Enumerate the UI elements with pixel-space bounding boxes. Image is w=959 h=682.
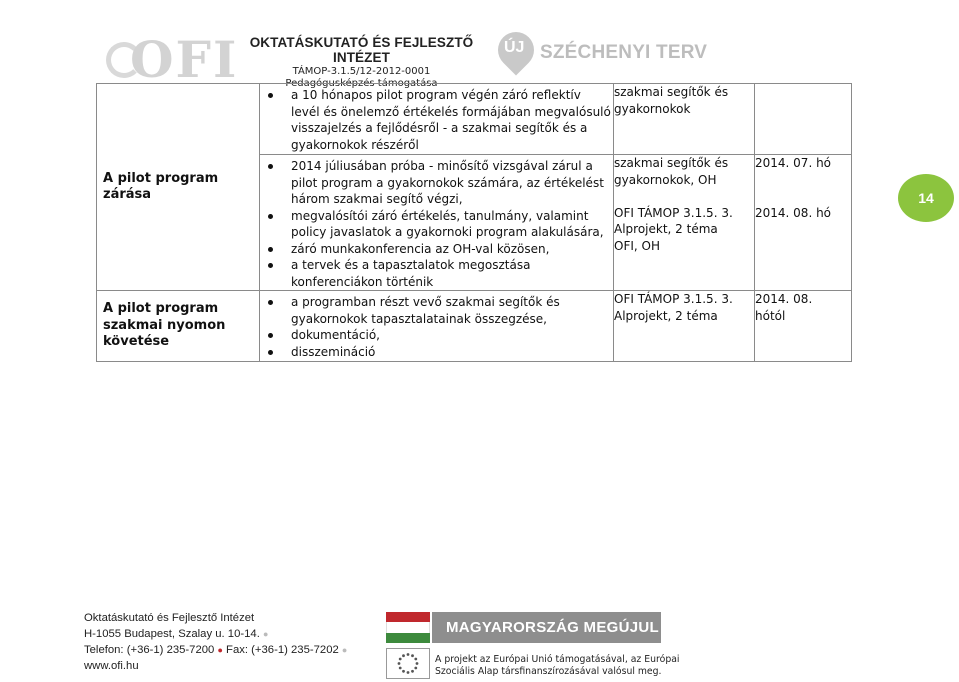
list-item: a 10 hónapos pilot program végén záró reflektív levél és önelemző értékelés formájában megvalósuló visszajelzés a fejlődésről - a szakmai segítők és a gyakornokok részéről xyxy=(260,87,613,153)
footer-fax: Fax: (+36-1) 235-7202 xyxy=(226,644,339,656)
project-subtitle: Pedagógusképzés támogatása xyxy=(285,78,438,89)
tasks-cell xyxy=(260,291,614,362)
responsible-cell: szakmai segítők és gyakornokok, OH OFI TÁMOP 3.1.5. 3. Alprojekt, 2 téma OFI, OH xyxy=(614,155,755,291)
org-name: OKTATÁSKUTATÓ ÉS FEJLESZTŐ INTÉZET xyxy=(249,35,474,65)
list-item: a tervek és a tapasztalatok megosztása konferenciákon történik xyxy=(260,257,613,290)
list-item: záró munkakonferencia az OH-val közösen, xyxy=(260,241,613,258)
ofi-logo-text: OFI xyxy=(130,30,239,89)
footer-org: Oktatáskutató és Fejlesztő Intézet xyxy=(84,612,255,624)
list-item: 2014 júliusában próba - minősítő vizsgával zárul a pilot program a gyakornokok számára, az értékelést három szakmai segítő végzi, xyxy=(260,158,613,208)
list-item: dokumentáció, xyxy=(260,327,613,344)
table-row xyxy=(97,84,852,155)
list-item: a programban részt vevő szakmai segítők és gyakornokok tapasztalatainak összegzése, xyxy=(260,294,613,327)
activity-table xyxy=(96,83,852,362)
szechenyi-badge-text: ÚJ xyxy=(504,39,525,56)
szechenyi-name: SZÉCHENYI TERV xyxy=(540,42,708,63)
responsible-cell: szakmai segítők és gyakornokok xyxy=(614,84,755,155)
activity-cell-monitoring xyxy=(97,291,260,362)
szechenyi-badge-icon xyxy=(498,32,534,82)
tasks-cell xyxy=(260,84,614,155)
hungarian-flag-icon xyxy=(386,612,430,643)
banner-text: MAGYARORSZÁG MEGÚJUL xyxy=(432,612,661,643)
separator-dot-icon: ● xyxy=(217,645,223,655)
footer-web[interactable]: www.ofi.hu xyxy=(84,660,139,672)
responsible-cell: OFI TÁMOP 3.1.5. 3. Alprojekt, 2 téma xyxy=(614,291,755,362)
date-cell xyxy=(755,84,852,155)
separator-dot-icon: ● xyxy=(262,629,269,639)
separator-dot-icon: ● xyxy=(341,645,348,655)
page-number-badge: 14 xyxy=(898,174,954,222)
footer-street: H-1055 Budapest, Szalay u. 10-14. xyxy=(84,628,260,640)
footer-address xyxy=(84,610,347,674)
date-cell: 2014. 07. hó 2014. 08. hó xyxy=(755,155,852,291)
table-row xyxy=(97,291,852,362)
list-item: megvalósítói záró értékelés, tanulmány, valamint policy javaslatok a gyakornoki program alakulására, xyxy=(260,208,613,241)
eu-flag-icon xyxy=(386,648,430,679)
project-code: TÁMOP-3.1.5/12-2012-0001 xyxy=(292,66,431,77)
activity-label: A pilot program zárása xyxy=(103,170,219,202)
activity-label: A pilot program szakmai nyomon követése xyxy=(103,301,226,350)
tasks-cell xyxy=(260,155,614,291)
footer-phone: Telefon: (+36-1) 235-7200 xyxy=(84,644,215,656)
magyarorszag-megujul-banner xyxy=(386,612,661,643)
list-item: disszemináció xyxy=(260,344,613,361)
ofi-logo xyxy=(102,28,239,89)
eu-funding-note: A projekt az Európai Unió támogatásával, az Európai Szociális Alap társfinanszírozásával valósul meg. xyxy=(435,654,680,677)
date-cell: 2014. 08. hótól xyxy=(755,291,852,362)
activity-cell-closing xyxy=(97,84,260,291)
header-title-block xyxy=(244,35,479,89)
